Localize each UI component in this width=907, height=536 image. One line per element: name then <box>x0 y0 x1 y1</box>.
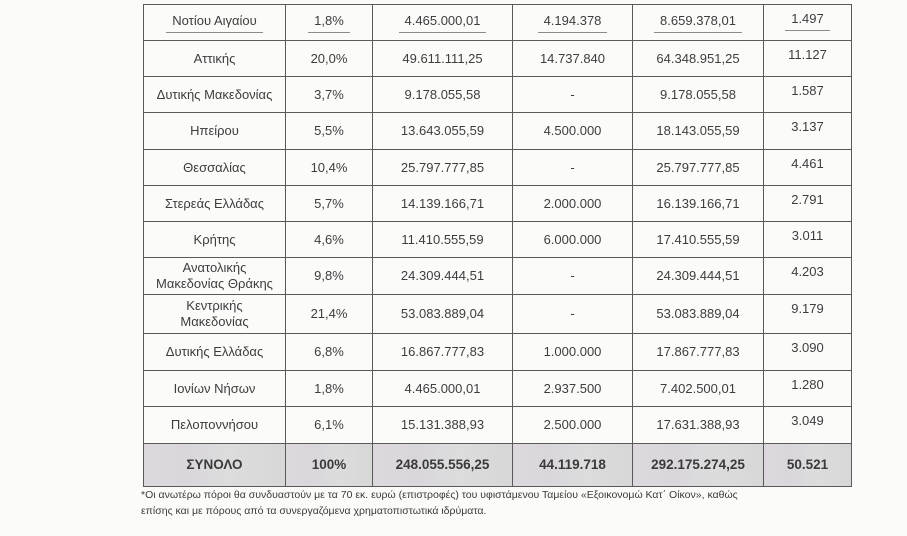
amount2-value: - <box>513 77 633 113</box>
amount2-value: - <box>513 295 633 334</box>
amount2-value: - <box>513 258 633 295</box>
amount1-value: 15.131.388,93 <box>373 407 513 444</box>
percent-value: 10,4% <box>286 150 373 186</box>
total-value: 53.083.889,04 <box>633 295 764 334</box>
table-row <box>144 334 852 371</box>
percent-value: 1,8% <box>308 13 350 33</box>
amount2-value: 2.000.000 <box>513 186 633 222</box>
count-value: 3.090 <box>764 334 852 371</box>
count-value: 1.280 <box>764 371 852 407</box>
table-row <box>144 295 852 334</box>
amount1-value: 49.611.111,25 <box>373 41 513 77</box>
total-amount2: 44.119.718 <box>513 444 633 487</box>
region-name: Νοτίου Αιγαίου <box>166 13 263 33</box>
grand-total: 292.175.274,25 <box>633 444 764 487</box>
percent-value: 6,8% <box>286 334 373 371</box>
percent-value: 9,8% <box>286 258 373 295</box>
total-row <box>144 444 852 487</box>
region-name: Στερεάς Ελλάδας <box>144 186 286 222</box>
count-value: 4.461 <box>764 150 852 186</box>
percent-value: 5,5% <box>286 113 373 150</box>
count-value: 1.587 <box>764 77 852 113</box>
amount2-value: 2.500.000 <box>513 407 633 444</box>
region-name: Πελοποννήσου <box>144 407 286 444</box>
percent-value: 21,4% <box>286 295 373 334</box>
table-row <box>144 41 852 77</box>
footnote-line2: επίσης και με πόρους από τα συνεργαζόμενα χρηματοπιστωτικά ιδρύματα. <box>141 505 487 517</box>
total-count: 50.521 <box>764 444 852 487</box>
total-value: 16.139.166,71 <box>633 186 764 222</box>
amount1-value: 16.867.777,83 <box>373 334 513 371</box>
table-row <box>144 371 852 407</box>
count-value: 11.127 <box>764 41 852 77</box>
amount1-value: 14.139.166,71 <box>373 186 513 222</box>
amount2-value: 6.000.000 <box>513 222 633 258</box>
amount2-value: 4.194.378 <box>538 13 608 33</box>
amount1-value: 24.309.444,51 <box>373 258 513 295</box>
percent-value: 5,7% <box>286 186 373 222</box>
region-name-line2: Μακεδονίας <box>180 314 249 329</box>
total-percent: 100% <box>286 444 373 487</box>
region-name: Αττικής <box>144 41 286 77</box>
amount2-value: 14.737.840 <box>513 41 633 77</box>
total-value: 17.631.388,93 <box>633 407 764 444</box>
count-cell <box>764 5 852 41</box>
count-value: 3.137 <box>764 113 852 150</box>
amount1-value: 9.178.055,58 <box>373 77 513 113</box>
region-name-line1: Κεντρικής <box>186 298 243 313</box>
region-name-line1: Ανατολικής <box>182 260 247 275</box>
footnote <box>141 487 861 519</box>
amount2-value: 4.500.000 <box>513 113 633 150</box>
region-name: Κρήτης <box>144 222 286 258</box>
total-amount1: 248.055.556,25 <box>373 444 513 487</box>
amount2-cell <box>513 5 633 41</box>
table-row <box>144 5 852 41</box>
total-value: 9.178.055,58 <box>633 77 764 113</box>
region-name: Ιονίων Νήσων <box>144 371 286 407</box>
table-row <box>144 77 852 113</box>
total-value: 7.402.500,01 <box>633 371 764 407</box>
region-cell <box>144 5 286 41</box>
table-row <box>144 186 852 222</box>
region-cell <box>144 295 286 334</box>
percent-value: 6,1% <box>286 407 373 444</box>
amount2-value: 2.937.500 <box>513 371 633 407</box>
region-name: Θεσσαλίας <box>144 150 286 186</box>
percent-value: 20,0% <box>286 41 373 77</box>
count-value: 4.203 <box>764 258 852 295</box>
total-label: ΣΥΝΟΛΟ <box>144 444 286 487</box>
amount1-value: 13.643.055,59 <box>373 113 513 150</box>
table-row <box>144 222 852 258</box>
region-name: Ηπείρου <box>144 113 286 150</box>
table-row <box>144 150 852 186</box>
amount1-value: 4.465.000,01 <box>373 371 513 407</box>
count-value: 2.791 <box>764 186 852 222</box>
percent-value: 3,7% <box>286 77 373 113</box>
table-row <box>144 258 852 295</box>
region-name: Δυτικής Ελλάδας <box>144 334 286 371</box>
count-value: 3.049 <box>764 407 852 444</box>
percent-value: 1,8% <box>286 371 373 407</box>
total-value: 8.659.378,01 <box>654 13 742 33</box>
amount1-value: 11.410.555,59 <box>373 222 513 258</box>
regional-funding-table <box>143 4 852 487</box>
table-row <box>144 407 852 444</box>
amount2-value: - <box>513 150 633 186</box>
amount2-value: 1.000.000 <box>513 334 633 371</box>
region-name: Δυτικής Μακεδονίας <box>144 77 286 113</box>
count-value: 3.011 <box>764 222 852 258</box>
amount1-value: 25.797.777,85 <box>373 150 513 186</box>
total-value: 17.410.555,59 <box>633 222 764 258</box>
amount1-value: 53.083.889,04 <box>373 295 513 334</box>
amount1-value: 4.465.000,01 <box>399 13 487 33</box>
count-value: 1.497 <box>785 11 830 31</box>
total-value: 64.348.951,25 <box>633 41 764 77</box>
total-value: 18.143.055,59 <box>633 113 764 150</box>
total-value: 24.309.444,51 <box>633 258 764 295</box>
footnote-line1: *Οι ανωτέρω πόροι θα συνδυαστούν με τα 70 εκ. ευρώ (επιστροφές) του υφιστάμενου Ταμείου «Εξοικονομώ Κατ΄ Οίκον», καθώς <box>141 489 738 501</box>
region-name-line2: Μακεδονίας Θράκης <box>156 276 273 291</box>
count-value: 9.179 <box>764 295 852 334</box>
table-row <box>144 113 852 150</box>
total-value: 17.867.777,83 <box>633 334 764 371</box>
region-cell <box>144 258 286 295</box>
total-cell <box>633 5 764 41</box>
amount1-cell <box>373 5 513 41</box>
total-value: 25.797.777,85 <box>633 150 764 186</box>
percent-value: 4,6% <box>286 222 373 258</box>
percent-cell <box>286 5 373 41</box>
